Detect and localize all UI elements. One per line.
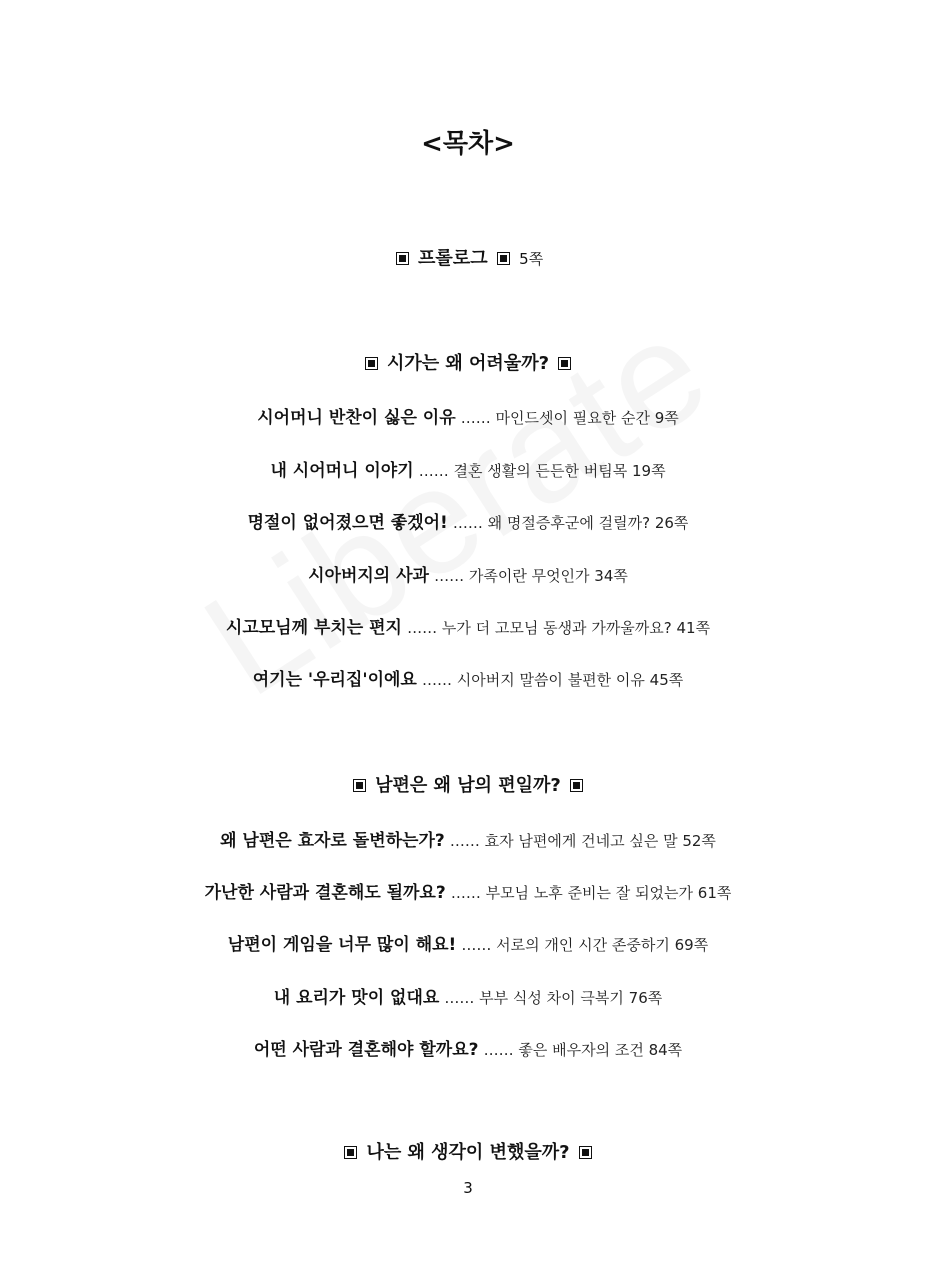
- prologue-heading[interactable]: [0, 246, 936, 272]
- section-title: 시가는 왜 어려울까?: [386, 353, 550, 374]
- toc-entry-subtitle: …… 부모님 노후 준비는 잘 되었는가 61쪽: [450, 884, 732, 902]
- toc-entry[interactable]: [0, 564, 936, 588]
- section-title: 남편은 왜 남의 편일까?: [375, 775, 561, 796]
- toc-entry-title: 가난한 사람과 결혼해도 될까요?: [204, 883, 446, 903]
- square-bullet-icon: [344, 1146, 357, 1159]
- toc-entry-subtitle: …… 서로의 개인 시간 존중하기 69쪽: [461, 936, 709, 954]
- toc-entry[interactable]: [0, 406, 936, 430]
- toc-entry-subtitle: …… 마인드셋이 필요한 순간 9쪽: [460, 409, 679, 427]
- toc-entry[interactable]: [0, 933, 936, 957]
- section-heading[interactable]: [0, 351, 936, 377]
- toc-entry[interactable]: [0, 616, 936, 640]
- toc-entry-title: 어떤 사람과 결혼해야 할까요?: [253, 1040, 479, 1060]
- toc-entry[interactable]: [0, 1038, 936, 1062]
- toc-entry-title: 시아버지의 사과: [308, 566, 429, 586]
- toc-entry-title: 내 요리가 맛이 없대요: [273, 988, 440, 1008]
- toc-entry-title: 여기는 '우리집'이에요: [252, 670, 417, 690]
- section-title: 나는 왜 생각이 변했을까?: [366, 1142, 570, 1163]
- square-bullet-icon: [558, 357, 571, 370]
- toc-entry[interactable]: [0, 986, 936, 1010]
- toc-entry-subtitle: …… 효자 남편에게 건네고 싶은 말 52쪽: [449, 832, 716, 850]
- prologue-page: 5쪽: [519, 250, 544, 268]
- toc-entry[interactable]: [0, 511, 936, 535]
- toc-entry-title: 남편이 게임을 너무 많이 해요!: [227, 935, 457, 955]
- toc-entry-subtitle: …… 부부 식성 차이 극복기 76쪽: [444, 989, 663, 1007]
- page-title: <목차>: [421, 129, 515, 159]
- toc-entry[interactable]: [0, 459, 936, 483]
- square-bullet-icon: [497, 252, 510, 265]
- toc-entry-title: 왜 남편은 효자로 돌변하는가?: [220, 831, 445, 851]
- toc-entry-subtitle: …… 가족이란 무엇인가 34쪽: [434, 567, 628, 585]
- square-bullet-icon: [353, 779, 366, 792]
- toc-entry[interactable]: [0, 881, 936, 905]
- square-bullet-icon: [396, 252, 409, 265]
- square-bullet-icon: [570, 779, 583, 792]
- toc-entry-title: 명절이 없어졌으면 좋겠어!: [247, 513, 448, 533]
- section-heading[interactable]: [0, 1140, 936, 1166]
- toc-entry-subtitle: …… 왜 명절증후군에 걸릴까? 26쪽: [452, 514, 689, 532]
- toc-entry-subtitle: …… 결혼 생활의 든든한 버팀목 19쪽: [418, 462, 666, 480]
- section-heading[interactable]: [0, 773, 936, 799]
- watermark: [175, 281, 737, 730]
- prologue-title: 프롤로그: [418, 248, 488, 269]
- toc-entry-title: 시어머니 반찬이 싫은 이유: [257, 408, 456, 428]
- toc-entry-title: 시고모님께 부치는 편지: [225, 618, 402, 638]
- page-number: 3: [463, 1179, 473, 1197]
- toc-entry-subtitle: …… 누가 더 고모님 동생과 가까울까요? 41쪽: [407, 619, 711, 637]
- toc-entry[interactable]: [0, 668, 936, 692]
- toc-entry-title: 내 시어머니 이야기: [270, 461, 414, 481]
- toc-entry[interactable]: [0, 829, 936, 853]
- square-bullet-icon: [365, 357, 378, 370]
- toc-entry-subtitle: …… 좋은 배우자의 조건 84쪽: [483, 1041, 683, 1059]
- toc-entry-subtitle: …… 시아버지 말씀이 불편한 이유 45쪽: [421, 671, 684, 689]
- square-bullet-icon: [579, 1146, 592, 1159]
